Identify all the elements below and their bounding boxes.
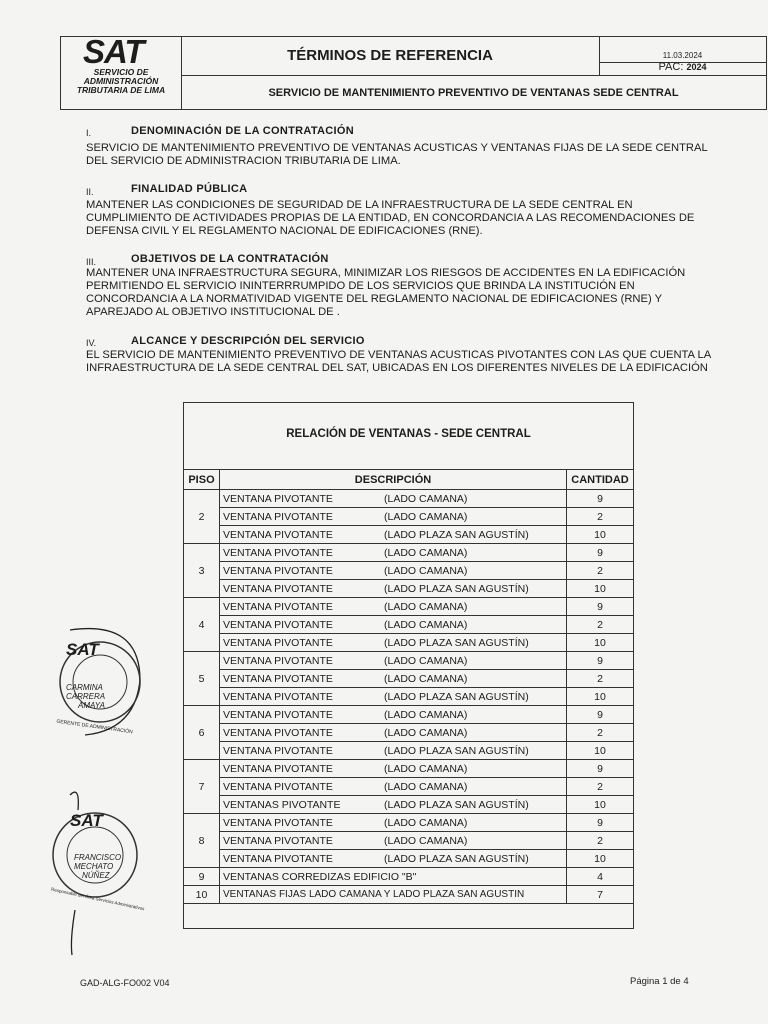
cantidad-cell: 10 <box>567 634 634 652</box>
table-title: RELACIÓN DE VENTANAS - SEDE CENTRAL <box>286 428 531 440</box>
logo-subtitle-1: SERVICIO DE <box>93 67 149 77</box>
ventana-lado: (LADO PLAZA SAN AGUSTÍN) <box>384 528 529 541</box>
stamp-1-name-2: CARRERA <box>66 692 106 701</box>
section-3-line-2: PERMITIENDO EL SERVICIO ININTERRRUMPIDO DE LOS SERVICIOS QUE BRINDA LA INSTITUCIÓN EN <box>86 280 635 292</box>
table-row <box>184 832 634 850</box>
table-row <box>184 490 634 508</box>
ventana-tipo: VENTANAS CORREDIZAS EDIFICIO "B" <box>223 870 417 883</box>
cantidad-cell: 4 <box>567 868 634 886</box>
stamp-2-name <box>74 853 121 880</box>
cantidad-cell: 9 <box>567 544 634 562</box>
table-row <box>184 562 634 580</box>
stamp-2-logo: SAT <box>70 811 103 830</box>
ventana-tipo: VENTANA PIVOTANTE <box>223 834 333 847</box>
descripcion-cell <box>220 868 567 886</box>
descripcion-cell <box>220 652 567 670</box>
descripcion-cell <box>220 850 567 868</box>
piso-cell: 9 <box>184 868 220 886</box>
table-row <box>184 778 634 796</box>
ventana-tipo: VENTANA PIVOTANTE <box>223 600 333 613</box>
piso-cell: 3 <box>184 544 220 598</box>
table-row <box>184 508 634 526</box>
descripcion-cell <box>220 544 567 562</box>
section-4-line-1: EL SERVICIO DE MANTENIMIENTO PREVENTIVO DE VENTANAS ACUSTICAS PIVOTANTES CON LAS QUE CUENTA LA <box>86 349 712 361</box>
stamp-1-name <box>66 683 105 710</box>
ventana-tipo: VENTANA PIVOTANTE <box>223 654 333 667</box>
ventana-tipo: VENTANA PIVOTANTE <box>223 726 333 739</box>
descripcion-cell <box>220 598 567 616</box>
cantidad-cell: 9 <box>567 652 634 670</box>
ventana-tipo: VENTANA PIVOTANTE <box>223 618 333 631</box>
cantidad-cell: 2 <box>567 508 634 526</box>
ventana-tipo: VENTANA PIVOTANTE <box>223 582 333 595</box>
ventana-lado: (LADO CAMANA) <box>384 492 468 505</box>
section-3-number: III. <box>86 257 97 267</box>
descripcion-cell <box>220 634 567 652</box>
piso-cell: 10 <box>184 886 220 904</box>
section-4-number: IV. <box>86 338 97 348</box>
ventana-lado: (LADO CAMANA) <box>384 780 468 793</box>
cantidad-cell: 10 <box>567 688 634 706</box>
ventana-tipo: VENTANA PIVOTANTE <box>223 852 333 865</box>
cantidad-cell: 2 <box>567 670 634 688</box>
descripcion-cell <box>220 616 567 634</box>
ventana-tipo: VENTANA PIVOTANTE <box>223 762 333 775</box>
ventana-tipo: VENTANA PIVOTANTE <box>223 528 333 541</box>
ventana-lado: (LADO CAMANA) <box>384 618 468 631</box>
table-row <box>184 850 634 868</box>
ventana-lado: (LADO PLAZA SAN AGUSTÍN) <box>384 690 529 703</box>
ventana-lado: (LADO CAMANA) <box>384 546 468 559</box>
ventana-tipo: VENTANA PIVOTANTE <box>223 510 333 523</box>
ventana-lado: (LADO CAMANA) <box>384 708 468 721</box>
ventana-lado: (LADO CAMANA) <box>384 762 468 775</box>
stamp-2-name-2: MECHATO <box>74 862 114 871</box>
table-row <box>184 544 634 562</box>
ventana-tipo: VENTANA PIVOTANTE <box>223 636 333 649</box>
stamp-2-name-1: FRANCISCO <box>74 853 122 862</box>
section-3-line-1: MANTENER UNA INFRAESTRUCTURA SEGURA, MINIMIZAR LOS RIESGOS DE ACCIDENTES EN LA EDIFICACIÓN <box>86 267 686 279</box>
ventana-tipo: VENTANA PIVOTANTE <box>223 816 333 829</box>
descripcion-cell <box>220 562 567 580</box>
sat-logo: SAT <box>83 33 144 70</box>
descripcion-cell <box>220 742 567 760</box>
ventana-tipo: VENTANA PIVOTANTE <box>223 492 333 505</box>
descripcion-cell <box>220 724 567 742</box>
ventana-tipo: VENTANA PIVOTANTE <box>223 744 333 757</box>
ventanas-table <box>183 469 634 904</box>
table-row <box>184 598 634 616</box>
section-4-line-2: INFRAESTRUCTURA DE LA SEDE CENTRAL DEL SAT, UBICADAS EN LOS DIFERENTES NIVELES DE LA EDIFICACIÓN <box>86 362 708 374</box>
piso-cell: 7 <box>184 760 220 814</box>
cantidad-cell: 10 <box>567 796 634 814</box>
descripcion-cell <box>220 526 567 544</box>
cantidad-cell: 2 <box>567 832 634 850</box>
section-1-line-2: DEL SERVICIO DE ADMINISTRACION TRIBUTARIA DE LIMA. <box>86 155 401 167</box>
cantidad-cell: 10 <box>567 580 634 598</box>
table-row <box>184 742 634 760</box>
ventana-tipo: VENTANAS FIJAS LADO CAMANA Y LADO PLAZA SAN AGUSTIN <box>223 889 525 900</box>
table-row <box>184 706 634 724</box>
stamp-1-ring-text: GERENTE DE ADMINISTRACIÓN <box>55 718 133 736</box>
ventana-lado: (LADO CAMANA) <box>384 816 468 829</box>
cantidad-cell: 9 <box>567 598 634 616</box>
logo-subtitle-2: ADMINISTRACIÓN <box>83 76 159 86</box>
descripcion-cell <box>220 814 567 832</box>
ventana-lado: (LADO PLAZA SAN AGUSTÍN) <box>384 798 529 811</box>
stamp-2-name-3: NÚÑEZ <box>82 871 110 880</box>
header-piso: PISO <box>184 470 220 490</box>
ventana-lado: (LADO CAMANA) <box>384 564 468 577</box>
cantidad-cell: 9 <box>567 490 634 508</box>
section-1-title: DENOMINACIÓN DE LA CONTRATACIÓN <box>131 125 354 137</box>
cantidad-cell: 7 <box>567 886 634 904</box>
section-1-number: I. <box>86 128 92 138</box>
header-cantidad: CANTIDAD <box>567 470 634 490</box>
stamp-1-logo: SAT <box>66 640 99 659</box>
ventanas-table-box <box>183 402 634 929</box>
ventana-lado: (LADO PLAZA SAN AGUSTÍN) <box>384 636 529 649</box>
descripcion-cell <box>220 886 567 904</box>
section-1-line-1: SERVICIO DE MANTENIMIENTO PREVENTIVO DE VENTANAS ACUSTICAS Y VENTANAS FIJAS DE LA SEDE CENTRAL <box>86 142 708 154</box>
ventana-tipo: VENTANA PIVOTANTE <box>223 546 333 559</box>
cantidad-cell: 9 <box>567 706 634 724</box>
document-header <box>60 33 767 110</box>
table-row <box>184 580 634 598</box>
ventana-tipo: VENTANA PIVOTANTE <box>223 690 333 703</box>
cantidad-cell: 10 <box>567 742 634 760</box>
cantidad-cell: 2 <box>567 616 634 634</box>
ventana-lado: (LADO PLAZA SAN AGUSTÍN) <box>384 744 529 757</box>
section-2-number: II. <box>86 187 94 197</box>
table-row <box>184 724 634 742</box>
document-title: TÉRMINOS DE REFERENCIA <box>287 47 493 64</box>
ventana-tipo: VENTANAS PIVOTANTE <box>223 798 341 811</box>
ventana-lado: (LADO CAMANA) <box>384 834 468 847</box>
ventana-tipo: VENTANA PIVOTANTE <box>223 672 333 685</box>
piso-cell: 8 <box>184 814 220 868</box>
section-3-title: OBJETIVOS DE LA CONTRATACIÓN <box>131 253 329 265</box>
descripcion-cell <box>220 778 567 796</box>
descripcion-cell <box>220 706 567 724</box>
ventana-lado: (LADO CAMANA) <box>384 726 468 739</box>
descripcion-cell <box>220 832 567 850</box>
descripcion-cell <box>220 688 567 706</box>
table-row <box>184 688 634 706</box>
footer-code: GAD-ALG-FO002 V04 <box>80 978 170 988</box>
cantidad-cell: 10 <box>567 850 634 868</box>
stamp-1-name-1: CARMINA <box>66 683 103 692</box>
section-2-line-1: MANTENER LAS CONDICIONES DE SEGURIDAD DE LA INFRAESTRUCTURA DE LA SEDE CENTRAL EN <box>86 199 633 211</box>
piso-cell: 4 <box>184 598 220 652</box>
section-4-title: ALCANCE Y DESCRIPCIÓN DEL SERVICIO <box>131 335 365 347</box>
piso-cell: 6 <box>184 706 220 760</box>
descripcion-cell <box>220 508 567 526</box>
ventana-lado: (LADO CAMANA) <box>384 510 468 523</box>
table-row <box>184 814 634 832</box>
table-row <box>184 796 634 814</box>
ventana-lado: (LADO PLAZA SAN AGUSTÍN) <box>384 852 529 865</box>
cantidad-cell: 2 <box>567 562 634 580</box>
piso-cell: 2 <box>184 490 220 544</box>
ventana-lado: (LADO CAMANA) <box>384 672 468 685</box>
descripcion-cell <box>220 670 567 688</box>
ventana-lado: (LADO CAMANA) <box>384 654 468 667</box>
cantidad-cell: 2 <box>567 724 634 742</box>
stamp-1-name-3: AMAYA <box>78 701 105 710</box>
cantidad-cell: 9 <box>567 760 634 778</box>
table-row <box>184 634 634 652</box>
table-row <box>184 652 634 670</box>
table-row <box>184 868 634 886</box>
ventana-tipo: VENTANA PIVOTANTE <box>223 780 333 793</box>
section-2-line-2: CUMPLIMIENTO DE ACTIVIDADES PROPIAS DE LA ENTIDAD, EN CONCORDANCIA A LAS RECOMENDACIONES DE <box>86 212 695 224</box>
table-row <box>184 526 634 544</box>
section-3-line-3: CONCORDANCIA A LA NORMATIVIDAD VIGENTE DEL REGLAMENTO NACIONAL DE EDIFICACIONES (RNE) Y <box>86 293 663 305</box>
pac-field <box>599 61 766 73</box>
stamp-2-ring-text: Responsable del Área Servicios Administrativos <box>50 886 145 912</box>
pac-value: 2024 <box>686 62 707 72</box>
ventana-lado: (LADO CAMANA) <box>384 600 468 613</box>
section-2-line-3: DEFENSA CIVIL Y EL REGLAMENTO NACIONAL DE EDIFICACIONES (RNE). <box>86 225 483 237</box>
ventana-tipo: VENTANA PIVOTANTE <box>223 564 333 577</box>
ventana-lado: (LADO PLAZA SAN AGUSTÍN) <box>384 582 529 595</box>
header-descripcion: DESCRIPCIÓN <box>220 470 567 490</box>
descripcion-cell <box>220 760 567 778</box>
ventana-tipo: VENTANA PIVOTANTE <box>223 708 333 721</box>
table-row <box>184 616 634 634</box>
table-row <box>184 886 634 904</box>
logo-subtitle-3: TRIBUTARIA DE LIMA <box>76 85 166 95</box>
section-3-line-4: APAREJADO AL OBJETIVO INSTITUCIONAL DE . <box>86 306 340 318</box>
table-row <box>184 670 634 688</box>
section-2-title: FINALIDAD PÚBLICA <box>131 183 248 195</box>
cantidad-cell: 2 <box>567 778 634 796</box>
pac-label: PAC: <box>658 61 684 73</box>
footer-page: Página 1 de 4 <box>630 976 689 987</box>
piso-cell: 5 <box>184 652 220 706</box>
cantidad-cell: 9 <box>567 814 634 832</box>
descripcion-cell <box>220 796 567 814</box>
document-subtitle: SERVICIO DE MANTENIMIENTO PREVENTIVO DE VENTANAS SEDE CENTRAL <box>268 87 679 99</box>
descripcion-cell <box>220 490 567 508</box>
table-row <box>184 760 634 778</box>
descripcion-cell <box>220 580 567 598</box>
cantidad-cell: 10 <box>567 526 634 544</box>
document-date: 11.03.2024 <box>662 51 703 60</box>
